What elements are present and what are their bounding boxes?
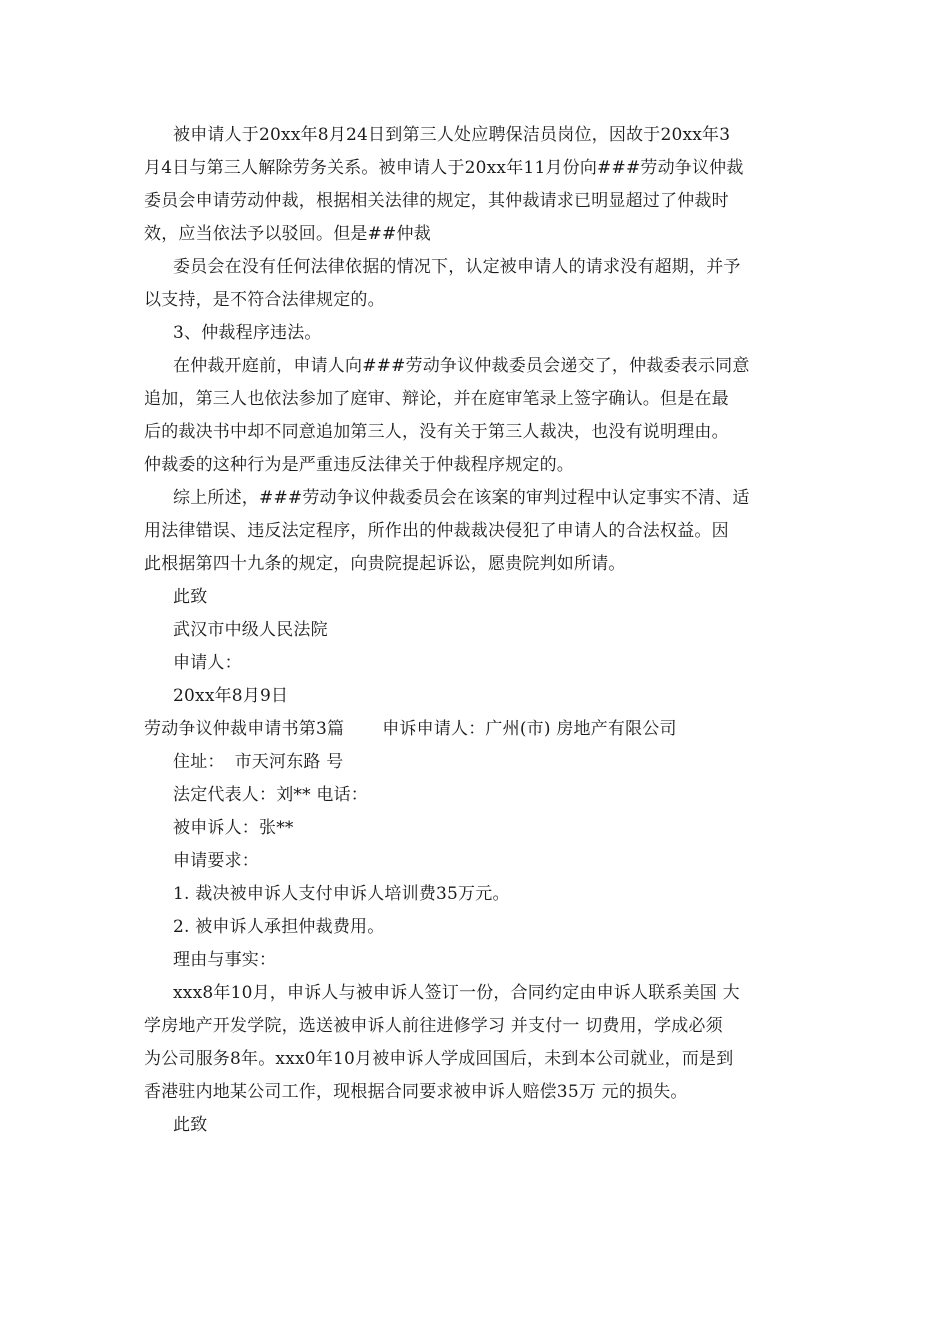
paragraph-line: xxx8年10月，申诉人与被申诉人签订一份，合同约定由申诉人联系美国 大 <box>173 983 740 1003</box>
document-section-title: 劳动争议仲裁申请书第3篇 <box>144 719 345 739</box>
paragraph-line: 委员会在没有任何法律依据的情况下，认定被申请人的请求没有超期，并予 <box>173 257 741 277</box>
paragraph-line: 以支持，是不符合法律规定的。 <box>144 290 385 310</box>
address-value: 市天河东路 号 <box>234 752 344 772</box>
paragraph-line: 仲裁委的这种行为是严重违反法律关于仲裁程序规定的。 <box>144 455 574 475</box>
paragraph-line: 综上所述，###劳动争议仲裁委员会在该案的审判过程中认定事实不清、适 <box>173 488 750 508</box>
paragraph-line: 月4日与第三人解除劳务关系。被申请人于20xx年11月份向###劳动争议仲裁 <box>144 158 744 178</box>
address-label: 住址： <box>173 752 225 772</box>
request-item: 2. 被申诉人承担仲裁费用。 <box>173 917 385 937</box>
paragraph-line: 此根据第四十九条的规定，向贵院提起诉讼，愿贵院判如所请。 <box>144 554 626 574</box>
requests-heading: 申请要求： <box>173 851 259 871</box>
facts-heading: 理由与事实： <box>173 950 277 970</box>
paragraph-line: 委员会申请劳动仲裁，根据相关法律的规定，其仲裁请求已明显超过了仲裁时 <box>144 191 729 211</box>
claimant-info: 申诉申请人：广州(市) 房地产有限公司 <box>382 719 677 739</box>
salutation: 此致 <box>173 1115 208 1135</box>
paragraph-line: 在仲裁开庭前，申请人向###劳动争议仲裁委员会递交了，仲裁委表示同意 <box>173 356 750 376</box>
salutation: 此致 <box>173 587 208 607</box>
legal-representative: 法定代表人：刘** 电话： <box>173 785 369 805</box>
paragraph-line: 效，应当依法予以驳回。但是##仲裁 <box>144 224 431 244</box>
section-title-line <box>144 718 677 740</box>
paragraph-line: 被申请人于20xx年8月24日到第三人处应聘保洁员岗位，因故于20xx年3 <box>173 125 731 145</box>
document-date: 20xx年8月9日 <box>173 686 289 706</box>
respondent: 被申诉人：张** <box>173 818 294 838</box>
paragraph-line: 学房地产开发学院，选送被申诉人前往进修学习 并支付一 切费用，学成必须 <box>144 1016 723 1036</box>
paragraph-line: 为公司服务8年。xxx0年10月被申诉人学成回国后，未到本公司就业，而是到 <box>144 1049 734 1069</box>
address-line <box>173 751 343 773</box>
paragraph-line: 用法律错误、违反法定程序，所作出的仲裁裁决侵犯了申请人的合法权益。因 <box>144 521 729 541</box>
paragraph-line: 香港驻内地某公司工作，现根据合同要求被申诉人赔偿35万 元的损失。 <box>144 1082 688 1102</box>
request-item: 1. 裁决被申诉人支付申诉人培训费35万元。 <box>173 884 510 904</box>
applicant-label: 申请人： <box>173 653 242 673</box>
section-heading: 3、仲裁程序违法。 <box>173 323 322 343</box>
paragraph-line: 追加，第三人也依法参加了庭审、辩论，并在庭审笔录上签字确认。但是在最 <box>144 389 729 409</box>
recipient-court: 武汉市中级人民法院 <box>173 620 328 640</box>
paragraph-line: 后的裁决书中却不同意追加第三人，没有关于第三人裁决，也没有说明理由。 <box>144 422 729 442</box>
